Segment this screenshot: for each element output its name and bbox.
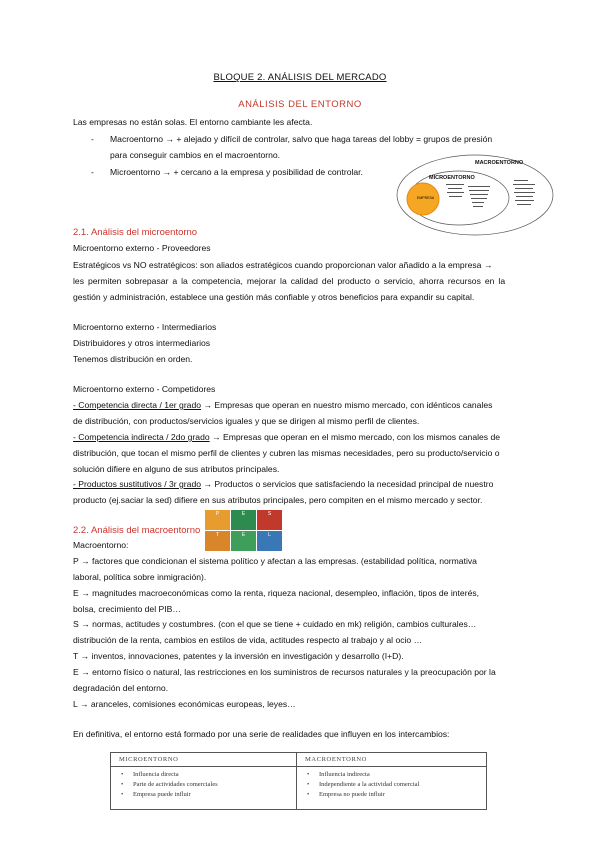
pestel-tile [257,531,282,551]
macro-label: MACROENTORNO [475,160,524,166]
table-item: • Empresa puede influir [119,790,218,800]
pestel-tile [205,510,230,530]
macro-e-cont: bolsa, crecimiento del PIB… [73,604,181,614]
table-header: MICROENTORNO [111,753,296,767]
proveedores-line: gestión y administración, establece una gestión más confiable y otros beneficios para expandir su capital. [73,292,475,302]
macro-t: T → inventos, innovaciones, patentes y la inversión en investigación y desarrollo (I+D). [73,651,404,661]
comparison-table [110,752,487,810]
macro-s: S → normas, actitudes y costumbres. (con el que se tiene + cuidado en mk) religión, cambios culturales… [73,619,477,629]
competidores-title: Microentorno externo - Competidores [73,384,216,394]
productos-sustitutivos-term: - Productos sustitutivos / 3r grado [73,479,202,489]
bullet-micro: - Microentorno → + cercano a la empresa y posibilidad de controlar. [110,166,363,179]
core-label: EMPRESA [417,196,435,200]
intermediarios-line: Distribuidores y otros intermediarios [73,338,211,348]
micro-detail-text [446,184,490,207]
macro-l: L → aranceles, comisiones económicas europeas, leyes… [73,699,296,709]
competencia-directa-cont: de distribución, con productos/servicios iguales y que se dirigen al mismo perfil de clientes. [73,416,420,426]
competencia-directa-desc: → Empresas que operan en nuestro mismo mercado, con idénticos canales [201,400,493,410]
proveedores-line: les permiten sobrepasar a la competencia, mejorar la calidad del producto o servicio, ahorra recursos en la [73,276,506,286]
pestel-tile [231,510,256,530]
competencia-directa-term: - Competencia directa / 1er grado [73,400,202,410]
macro-s-cont: distribución de la renta, cambios en estilos de vida, actitudes respecto al trabajo y al ocio … [73,635,423,645]
pestel-letter: E [241,532,246,538]
table-header: MACROENTORNO [297,753,486,767]
micro-label: MICROENTORNO [429,175,475,181]
macro-p-cont: laboral, política sobre inmigración). [73,572,207,582]
proveedores-title: Microentorno externo - Proveedores [73,243,211,253]
macro-p: P → factores que condicionan el sistema político y afectan a las empresas. (estabilidad política, normativa [73,556,477,566]
pestel-letter: L [268,532,271,538]
intermediarios-title: Microentorno externo - Intermediarios [73,322,217,332]
table-col-micro [111,753,297,809]
pestel-graphic [205,510,283,552]
table-item: • Influencia indirecta [305,770,419,780]
macroentorno-label: Macroentorno: [73,540,129,550]
competencia-indirecta-cont: distribución, que tocan el mismo perfil de clientes y cubren las mismas necesidades, pero su producto/servicio o [73,448,500,458]
productos-sustitutivos-desc: → Productos o servicios que satisfaciendo la necesidad principal de nuestro [201,479,494,489]
table-list [305,770,419,800]
pestel-letter: T [215,532,220,538]
competencia-indirecta [73,431,500,444]
competencia-directa [73,399,492,412]
pestel-tile [205,531,230,551]
table-item: • Parte de actividades comerciales [119,780,218,790]
bullet-macro-cont: para conseguir cambios en el macroentorno. [110,150,281,160]
macro-e2-cont: degradación del entorno. [73,683,169,693]
pestel-tile [231,531,256,551]
pestel-tile [257,510,282,530]
macro-e: E → magnitudes macroeconómicas como la renta, riqueza nacional, desempleo, inflación, tipos de interés, [73,588,480,598]
heading-macroentorno: 2.2. Análisis del macroentorno [73,525,201,536]
table-item: • Influencia directa [119,770,218,780]
entorno-diagram [395,152,555,236]
table-col-macro [297,753,486,809]
productos-sustitutivos [73,478,493,491]
competencia-indirecta-term: - Competencia indirecta / 2do grado [73,432,210,442]
intro-lead: Las empresas no están solas. El entorno cambiante les afecta. [73,117,313,127]
pestel-letter: E [241,511,246,517]
competencia-indirecta-desc: → Empresas que operan en el mismo mercado, con los mismos canales de [209,432,501,442]
conclusion: En definitiva, el entorno está formado por una serie de realidades que influyen en los intercambios: [73,729,450,739]
pestel-letter: P [215,511,220,517]
competencia-indirecta-cont: solución difiere en alguno de sus atributos principales. [73,464,280,474]
page-title: BLOQUE 2. ANÁLISIS DEL MERCADO [213,72,387,83]
table-item: • Independiente a la actividad comercial [305,780,419,790]
macro-e2: E → entorno físico o natural, las restricciones en los suministros de recursos naturales y la preocupación por la [73,667,496,677]
table-item: • Empresa no puede influir [305,790,419,800]
productos-sustitutivos-cont: producto (ej.saciar la sed) difiere en sus atributos principales, pero compiten en el mismo mercado y sector. [73,495,483,505]
proveedores-line: Estratégicos vs NO estratégicos: son aliados estratégicos cuando proporcionan valor añadido a la empresa → [73,260,493,270]
section-subtitle: ANÁLISIS DEL ENTORNO [238,99,362,110]
pestel-letter: S [267,511,272,517]
bullet-macro: - Macroentorno → + alejado y difícil de controlar, salvo que haga tareas del lobby = grupos de presión [110,133,492,146]
macro-detail-text [513,180,535,205]
heading-microentorno: 2.1. Análisis del microentorno [73,227,198,238]
table-list [119,770,218,800]
intermediarios-line: Tenemos distribución en orden. [73,354,193,364]
